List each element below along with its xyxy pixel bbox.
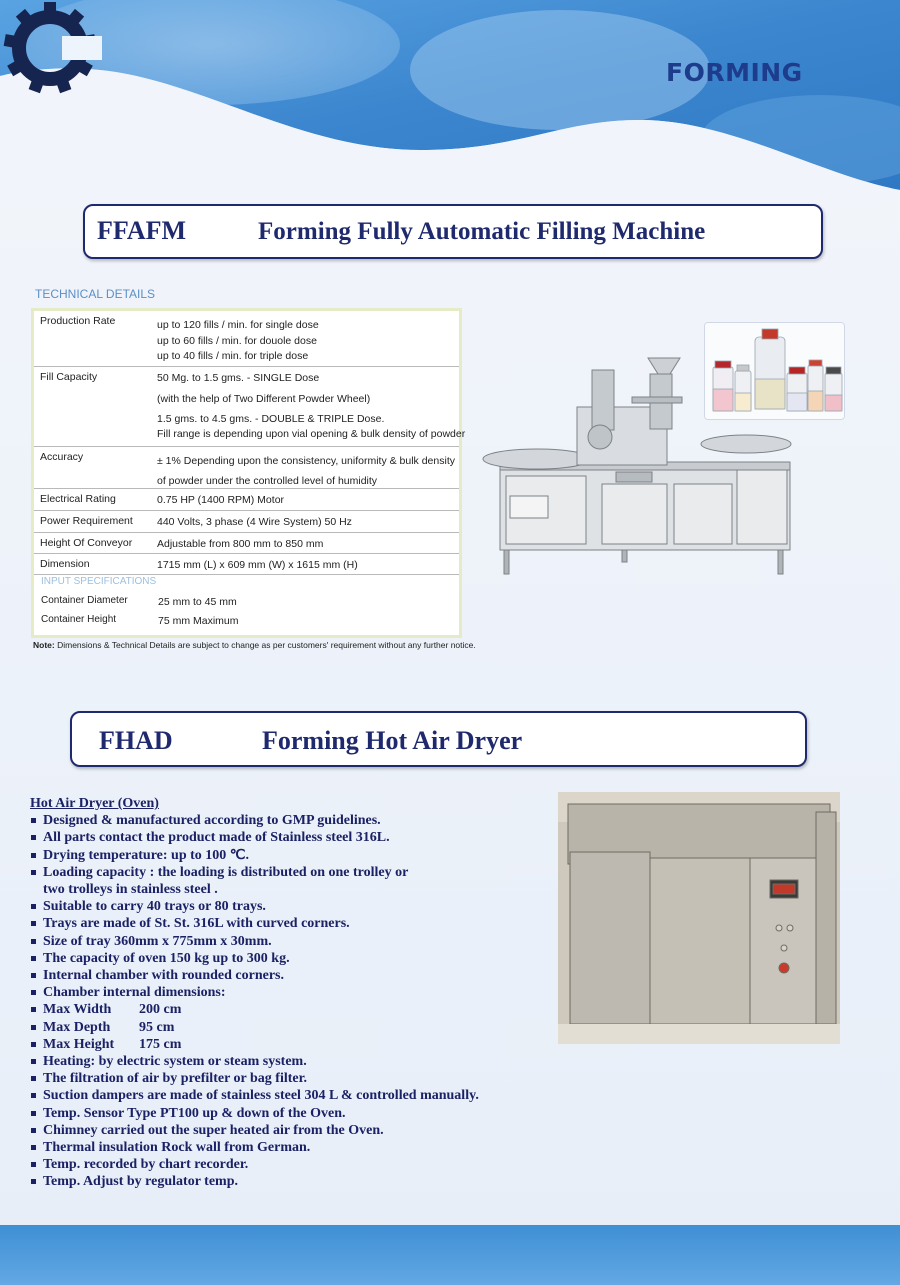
row-value: of powder under the controlled level of humidity [157, 475, 378, 487]
dimension-value: 175 cm [139, 1036, 182, 1052]
row-label: Accuracy [40, 451, 84, 463]
table-row [34, 511, 459, 533]
row-value: 1.5 gms. to 4.5 gms. - DOUBLE & TRIPLE Dose. [157, 413, 385, 425]
row-value: ± 1% Depending upon the consistency, uniformity & bulk density [157, 455, 455, 467]
row-label: Production Rate [40, 315, 116, 327]
table-row [34, 311, 459, 367]
note-body: Dimensions & Technical Details are subject to change as per customers' requirement without any further notice. [54, 640, 476, 650]
ffafm-code: FFAFM [97, 216, 187, 245]
footer-bar [0, 1225, 900, 1285]
row-value: 25 mm to 45 mm [158, 596, 237, 608]
note-label: Note: [33, 640, 55, 650]
table-row [34, 489, 459, 511]
list-item: two trolleys in stainless steel . [43, 882, 218, 898]
list-item: Trays are made of St. St. 316L with curved corners. [30, 915, 550, 932]
dimension-label: Max Width [43, 1002, 112, 1018]
ffafm-title-box [83, 204, 823, 259]
technical-details-table [31, 308, 466, 638]
row-label: Fill Capacity [40, 371, 98, 383]
header-banner [0, 0, 900, 200]
list-item: The capacity of oven 150 kg up to 300 kg. [30, 950, 550, 967]
list-item: Chamber internal dimensions: [30, 984, 550, 1001]
dimension-label: Max Depth [43, 1019, 111, 1035]
row-value: 1715 mm (L) x 609 mm (W) x 1615 mm (H) [157, 559, 358, 571]
hot-air-dryer-photo [558, 792, 840, 1044]
row-value: up to 60 fills / min. for douole dose [157, 334, 317, 347]
fhad-title: Forming Hot Air Dryer [262, 726, 523, 755]
list-item: Heating: by electric system or steam system. [30, 1053, 550, 1070]
list-item: Temp. recorded by chart recorder. [30, 1156, 550, 1173]
row-value: Fill range is depending upon vial opening & bulk density of powder [157, 427, 466, 440]
table-row [34, 447, 459, 489]
ffafm-title: Forming Fully Automatic Filling Machine [258, 218, 706, 245]
table-row [34, 533, 459, 554]
list-item: Suction dampers are made of stainless steel 304 L & controlled manually. [30, 1087, 550, 1104]
list-item: Thermal insulation Rock wall from German. [30, 1139, 550, 1156]
dimension-item [30, 1019, 550, 1036]
list-item: Suitable to carry 40 trays or 80 trays. [30, 898, 550, 915]
dimension-item [30, 1036, 550, 1053]
row-label: Container Diameter [41, 595, 128, 606]
logo-text: FORMING [666, 58, 803, 87]
row-value: 50 Mg. to 1.5 gms. - SINGLE Dose [157, 372, 320, 384]
feature-list [30, 812, 550, 1190]
row-value: 75 mm Maximum [158, 615, 239, 627]
row-value: up to 40 fills / min. for triple dose [157, 350, 309, 362]
table-row [34, 367, 466, 447]
filling-machine-photo [482, 352, 794, 577]
list-item: Loading capacity : the loading is distributed on one trolley or [30, 864, 550, 881]
list-item: Drying temperature: up to 100 ℃. [30, 847, 550, 864]
row-value: 440 Volts, 3 phase (4 Wire System) 50 Hz [157, 516, 352, 528]
dimension-item [30, 1001, 550, 1018]
table-row [34, 554, 459, 575]
note-text [33, 640, 476, 650]
input-specifications-heading: INPUT SPECIFICATIONS [41, 576, 157, 587]
row-label: Container Height [41, 614, 117, 625]
list-item: All parts contact the product made of Stainless steel 316L. [30, 829, 550, 846]
dimension-value: 95 cm [139, 1019, 175, 1035]
dimension-label: Max Height [43, 1036, 115, 1052]
row-value: Adjustable from 800 mm to 850 mm [157, 538, 324, 550]
list-item: Chimney carried out the super heated air from the Oven. [30, 1122, 550, 1139]
list-item: Designed & manufactured according to GMP guidelines. [30, 812, 550, 829]
fhad-code: FHAD [99, 726, 173, 755]
row-label: Height Of Conveyor [40, 537, 133, 549]
list-item: Size of tray 360mm x 775mm x 30mm. [30, 933, 550, 950]
list-item: Temp. Adjust by regulator temp. [30, 1173, 550, 1190]
row-value: (with the help of Two Different Powder Wheel) [157, 392, 371, 405]
dryer-heading: Hot Air Dryer (Oven) [30, 796, 159, 811]
list-item: Temp. Sensor Type PT100 up & down of the Oven. [30, 1105, 550, 1122]
row-label: Dimension [40, 558, 90, 570]
technical-details-heading: TECHNICAL DETAILS [35, 287, 156, 301]
list-item: The filtration of air by prefilter or bag filter. [30, 1070, 550, 1087]
list-item: Internal chamber with rounded corners. [30, 967, 550, 984]
fhad-title-box [70, 711, 807, 767]
row-label: Electrical Rating [40, 493, 116, 505]
row-value: 0.75 HP (1400 RPM) Motor [157, 494, 285, 506]
dimension-value: 200 cm [139, 1002, 182, 1018]
row-value: up to 120 fills / min. for single dose [157, 319, 319, 331]
hot-air-dryer-features [30, 795, 550, 1191]
row-label: Power Requirement [40, 515, 133, 527]
forming-logo-icon [0, 0, 190, 95]
